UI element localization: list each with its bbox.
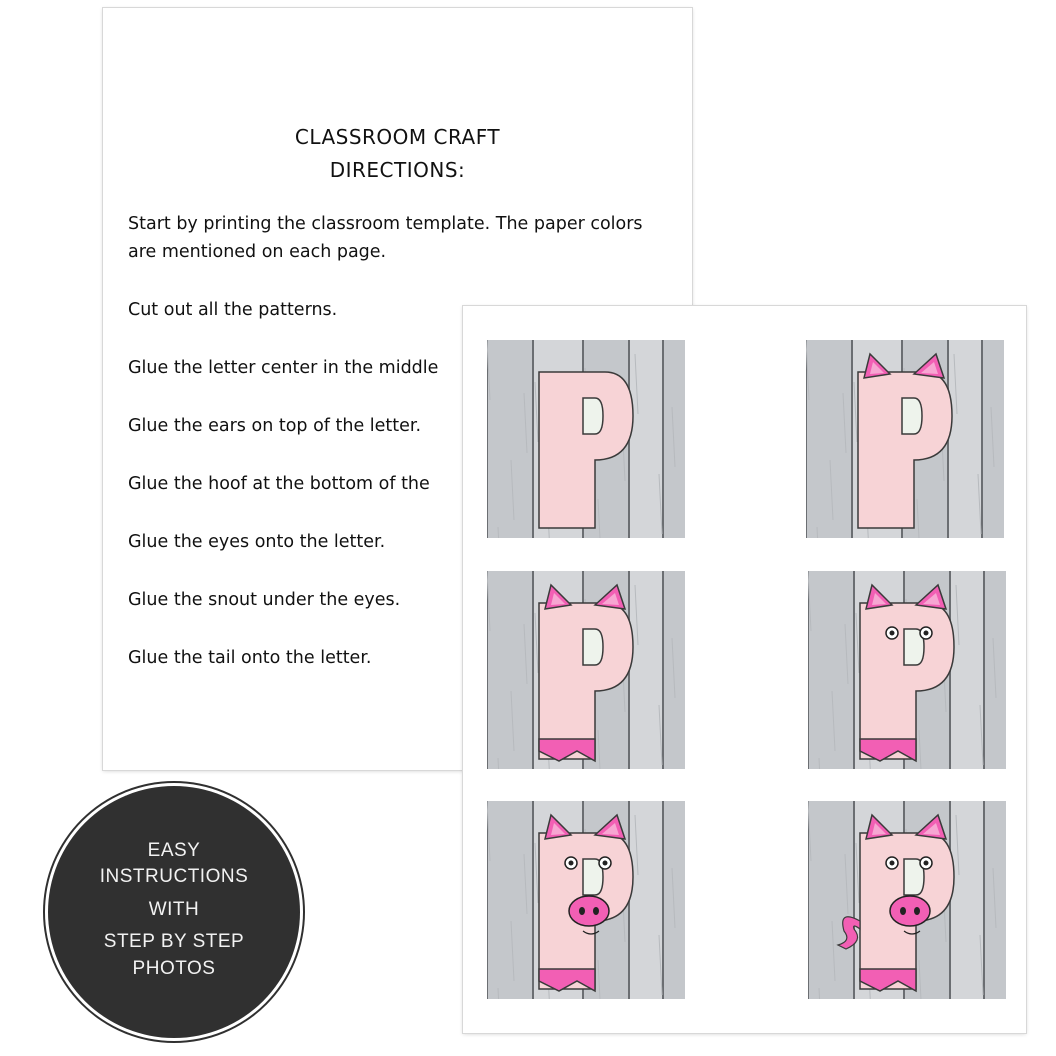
pig-letter-craft-image [487,801,685,999]
step-photo-6 [808,801,1006,999]
step-photo-2 [806,340,1004,538]
step-2: Cut out all the patterns. [128,300,338,320]
title-line-1: CLASSROOM CRAFT [294,125,501,149]
pig-letter-craft-image [808,571,1006,769]
badge-line-3: WITH [148,899,200,920]
step-photo-5 [487,801,685,999]
badge-line-5: PHOTOS [132,958,216,979]
step-1: Start by printing the classroom template. The paper colors are mentioned on each page. [128,214,643,262]
badge-line-4: STEP BY STEP [103,931,245,952]
step-photo-3 [487,571,685,769]
step-5: Glue the hoof at the bottom of the [128,474,430,494]
step-3: Glue the letter center in the middle [128,358,439,378]
step-8: Glue the tail onto the letter. [128,648,372,668]
pig-letter-craft-image [487,340,685,538]
directions-title [103,121,692,187]
step-4: Glue the ears on top of the letter. [128,416,422,436]
pig-letter-craft-image [808,801,1006,999]
badge-line-1: EASY [147,840,201,861]
step-7: Glue the snout under the eyes. [128,590,401,610]
title-line-2: DIRECTIONS: [329,158,466,182]
step-photo-4 [808,571,1006,769]
photos-page [463,306,1026,1033]
instructions-badge [48,786,300,1038]
pig-letter-craft-image [487,571,685,769]
step-6: Glue the eyes onto the letter. [128,532,386,552]
step-photo-1 [487,340,685,538]
pig-letter-craft-image [806,340,1004,538]
badge-line-2: INSTRUCTIONS [99,866,249,887]
